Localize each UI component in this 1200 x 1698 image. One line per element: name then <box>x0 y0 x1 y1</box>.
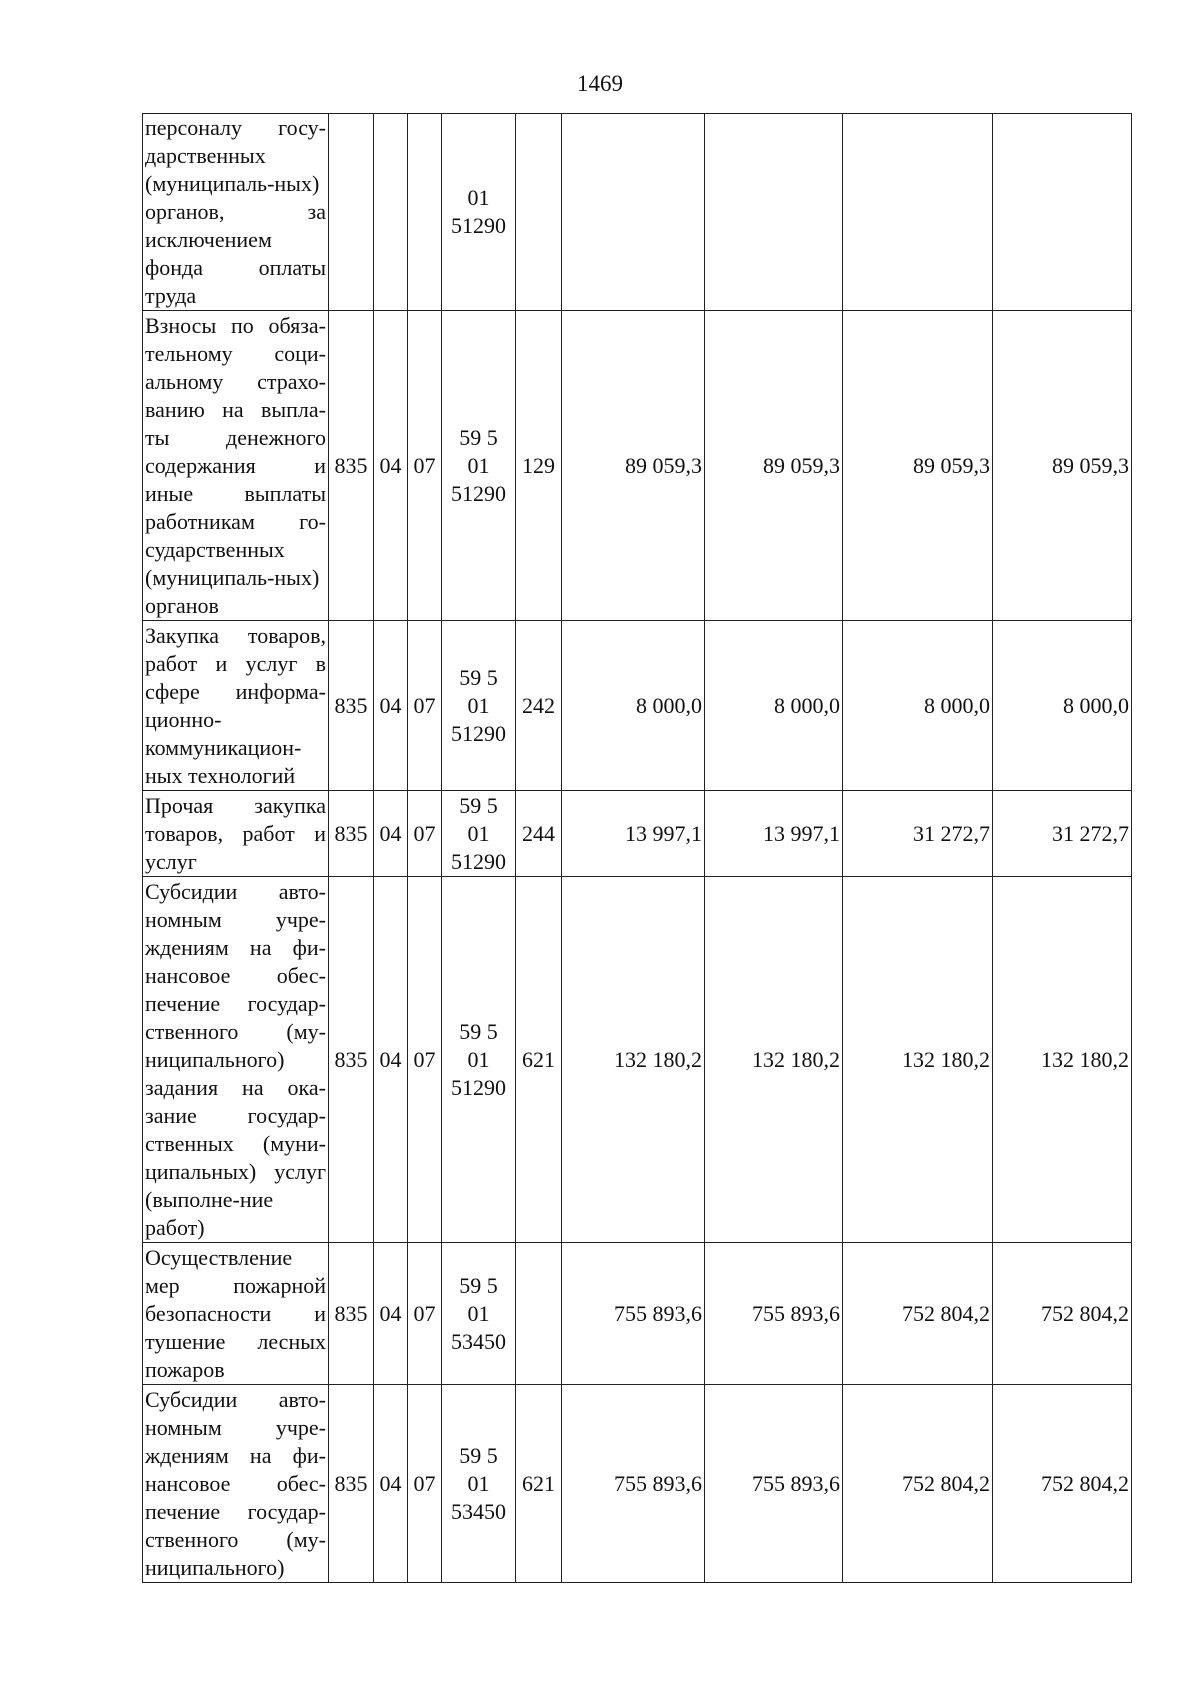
table-row <box>143 114 1132 311</box>
row-name-cell: Осуществление мер пожарной безопасности и тушение лесных пожаров <box>143 1243 329 1385</box>
section-code-cell: 04 <box>374 877 408 1243</box>
expense-type-cell: 244 <box>516 791 562 877</box>
table-row <box>143 791 1132 877</box>
section-code-cell: 04 <box>374 1243 408 1385</box>
section-code-cell: 04 <box>374 1385 408 1583</box>
subsection-code-cell: 07 <box>408 311 442 621</box>
section-code-cell: 04 <box>374 311 408 621</box>
target-code-line: 01 <box>467 185 490 210</box>
amount-cell-1: 8 000,0 <box>562 621 705 791</box>
row-name-cell: Субсидии авто-номным учре-ждениям на фи-нансовое обес-печение государ-ственного (му-ниципального) <box>143 1385 329 1583</box>
amount-cell-1: 89 059,3 <box>562 311 705 621</box>
target-code-line: 01 <box>467 820 490 846</box>
amount-cell-1: 755 893,6 <box>562 1385 705 1583</box>
amount-cell-1: 13 997,1 <box>562 791 705 877</box>
target-code-line: 51290 <box>451 213 506 238</box>
target-code-line: 59 5 <box>459 1272 498 1298</box>
target-code-line: 51290 <box>451 1074 506 1100</box>
target-code-cell <box>442 877 516 1243</box>
amount-cell-3: 89 059,3 <box>843 311 993 621</box>
budget-table <box>142 113 1132 1583</box>
amount-cell-3: 752 804,2 <box>843 1385 993 1583</box>
target-code-line: 59 5 <box>459 1442 498 1468</box>
ministry-code-cell: 835 <box>329 311 374 621</box>
row-name-cell: Субсидии авто-номным учре-ждениям на фи-нансовое обес-печение государ-ственного (му-ниципального) задания на ока-зание государ-ственных (муни-ципальных) услуг (выполне-ние работ) <box>143 877 329 1243</box>
amount-cell-3: 8 000,0 <box>843 621 993 791</box>
table-row <box>143 1243 1132 1385</box>
expense-type-cell: 621 <box>516 877 562 1243</box>
target-code-line: 59 5 <box>459 664 498 690</box>
subsection-code-cell <box>408 114 442 311</box>
ministry-code-cell: 835 <box>329 621 374 791</box>
amount-cell-2: 13 997,1 <box>705 791 843 877</box>
ministry-code-cell: 835 <box>329 877 374 1243</box>
target-code-line: 51290 <box>451 720 506 746</box>
target-code-line: 53450 <box>451 1328 506 1354</box>
row-name-cell: Взносы по обяза-тельному соци-альному страхо-ванию на выпла-ты денежного содержания и иные выплаты работникам го-сударственных (муниципаль-ных) органов <box>143 311 329 621</box>
table-row <box>143 877 1132 1243</box>
amount-cell-4: 8 000,0 <box>993 621 1132 791</box>
ministry-code-cell: 835 <box>329 1385 374 1583</box>
amount-cell-2 <box>705 114 843 311</box>
amount-cell-1: 755 893,6 <box>562 1243 705 1385</box>
target-code-line: 01 <box>467 452 490 478</box>
table-row <box>143 621 1132 791</box>
amount-cell-2: 755 893,6 <box>705 1385 843 1583</box>
target-code-line: 51290 <box>451 480 506 506</box>
table-row <box>143 311 1132 621</box>
row-name-cell: Закупка товаров, работ и услуг в сфере информа-ционно-коммуникацион-ных технологий <box>143 621 329 791</box>
amount-cell-4: 31 272,7 <box>993 791 1132 877</box>
expense-type-cell: 621 <box>516 1385 562 1583</box>
target-code-line: 01 <box>467 1046 490 1072</box>
table-row <box>143 1385 1132 1583</box>
ministry-code-cell: 835 <box>329 791 374 877</box>
amount-cell-4: 752 804,2 <box>993 1385 1132 1583</box>
target-code-cell <box>442 1385 516 1583</box>
target-code-line: 01 <box>467 692 490 718</box>
target-code-line: 59 5 <box>459 1018 498 1044</box>
amount-cell-3: 31 272,7 <box>843 791 993 877</box>
target-code-line: 59 5 <box>459 792 498 818</box>
target-code-cell <box>442 311 516 621</box>
target-code-line: 53450 <box>451 1498 506 1524</box>
subsection-code-cell: 07 <box>408 1243 442 1385</box>
amount-cell-1 <box>562 114 705 311</box>
amount-cell-2: 8 000,0 <box>705 621 843 791</box>
target-code-cell <box>442 621 516 791</box>
expense-type-cell: 129 <box>516 311 562 621</box>
target-code-line: 01 <box>467 1470 490 1496</box>
amount-cell-3: 132 180,2 <box>843 877 993 1243</box>
subsection-code-cell: 07 <box>408 621 442 791</box>
subsection-code-cell: 07 <box>408 791 442 877</box>
amount-cell-2: 755 893,6 <box>705 1243 843 1385</box>
page-number: 1469 <box>577 71 623 96</box>
ministry-code-cell <box>329 114 374 311</box>
amount-cell-4 <box>993 114 1132 311</box>
amount-cell-3 <box>843 114 993 311</box>
section-code-cell: 04 <box>374 621 408 791</box>
target-code-cell <box>442 114 516 311</box>
target-code-line: 59 5 <box>459 424 498 450</box>
expense-type-cell: 242 <box>516 621 562 791</box>
amount-cell-4: 132 180,2 <box>993 877 1132 1243</box>
amount-cell-4: 752 804,2 <box>993 1243 1132 1385</box>
subsection-code-cell: 07 <box>408 1385 442 1583</box>
expense-type-cell <box>516 1243 562 1385</box>
target-code-line: 51290 <box>451 848 506 874</box>
amount-cell-2: 132 180,2 <box>705 877 843 1243</box>
amount-cell-3: 752 804,2 <box>843 1243 993 1385</box>
row-name-cell: Прочая закупка товаров, работ и услуг <box>143 791 329 877</box>
amount-cell-1: 132 180,2 <box>562 877 705 1243</box>
row-name-cell: персоналу госу-дарственных (муниципаль-ных) органов, за исключением фонда оплаты труда <box>143 114 329 311</box>
target-code-cell <box>442 1243 516 1385</box>
expense-type-cell <box>516 114 562 311</box>
amount-cell-4: 89 059,3 <box>993 311 1132 621</box>
section-code-cell <box>374 114 408 311</box>
section-code-cell: 04 <box>374 791 408 877</box>
amount-cell-2: 89 059,3 <box>705 311 843 621</box>
subsection-code-cell: 07 <box>408 877 442 1243</box>
ministry-code-cell: 835 <box>329 1243 374 1385</box>
target-code-cell <box>442 791 516 877</box>
target-code-line: 01 <box>467 1300 490 1326</box>
